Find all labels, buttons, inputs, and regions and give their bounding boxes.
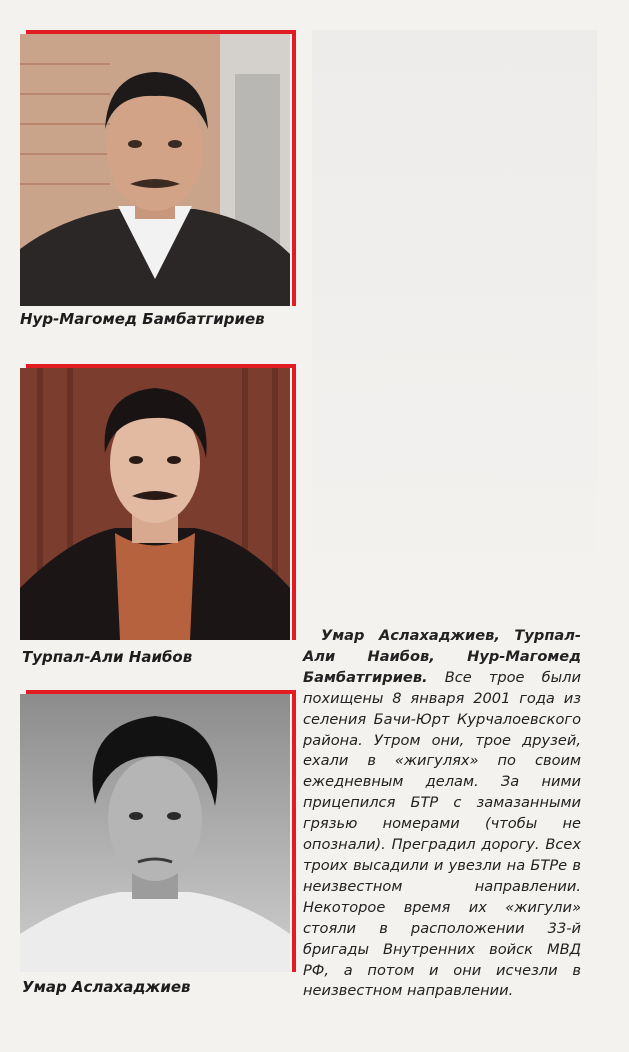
photo-caption-1: Нур-Магомед Бамбатгириев xyxy=(20,310,265,328)
photo-umar xyxy=(20,694,290,972)
photo-nur-magomed xyxy=(20,34,290,306)
article-text xyxy=(303,626,581,1002)
photo-caption-2: Турпал-Али Наибов xyxy=(22,648,193,666)
photo-turpal-ali xyxy=(20,368,290,640)
photo-caption-3: Умар Аслахаджиев xyxy=(22,978,191,996)
red-frame-right xyxy=(292,30,296,306)
red-frame-right xyxy=(292,690,296,972)
red-frame-right xyxy=(292,364,296,640)
man-portrait-3-icon xyxy=(20,694,290,972)
man-portrait-1-icon xyxy=(20,34,290,306)
man-portrait-2-icon xyxy=(20,368,290,640)
article-lead: Умар Аслахаджиев, Турпал-Али Наибов, Нур-Магомед Бамбатгириев. xyxy=(303,627,581,686)
faded-background-area xyxy=(312,30,597,620)
article-body: Все трое были похищены 8 января 2001 года из селения Бачи-Юрт Курчалоевского района. Утром они, трое друзей, ехали в «жигулях» по своим ежедневным делам. За ними прицепился БТР с замазанными грязью номерами (чтобы не опознали). Преградил дорогу. Всех троих высадили и увезли на БТРе в неизвестном направлении. Некоторое время их «жигули» стояли в расположении 33-й бригады Внутренних войск МВД РФ, а потом и они исчезли в неизвестном направлении. xyxy=(303,668,581,1000)
